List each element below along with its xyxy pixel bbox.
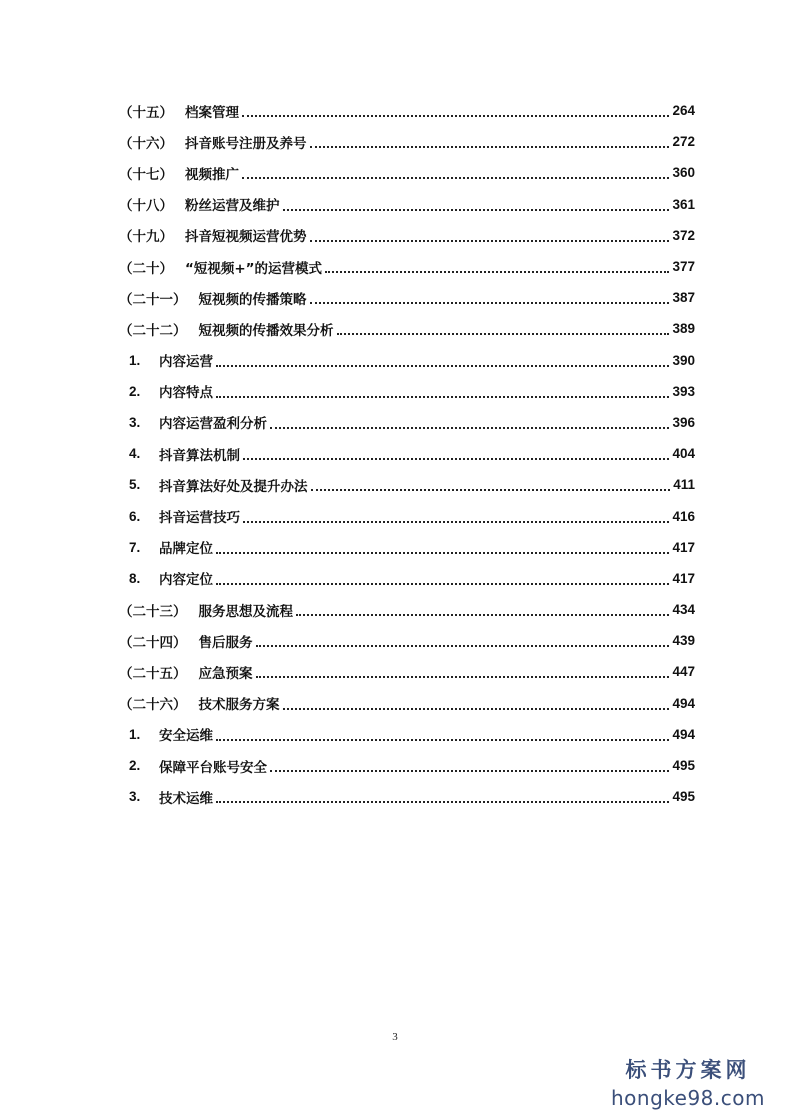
- toc-entry[interactable]: [119, 345, 695, 376]
- toc-dot-leader: [310, 145, 670, 148]
- toc-entry-title: 安全运维: [159, 728, 213, 745]
- toc-entry[interactable]: [119, 313, 695, 344]
- toc-dot-leader: [283, 707, 670, 710]
- toc-entry[interactable]: [119, 220, 695, 251]
- toc-entry-number: 1.: [129, 352, 141, 368]
- toc-entry[interactable]: [119, 719, 695, 750]
- watermark-url: hongke98.com: [611, 1086, 765, 1110]
- page-number: 3: [392, 1031, 398, 1043]
- toc-entry-number: 7.: [129, 539, 141, 555]
- toc-entry-page: 396: [672, 414, 695, 430]
- toc-entry-title: 档案管理: [185, 104, 239, 121]
- toc-entry[interactable]: [119, 438, 695, 469]
- toc-entry-title: 保障平台账号安全: [159, 759, 267, 776]
- toc-entry-page: 404: [672, 446, 695, 462]
- toc-entry-number: 2.: [129, 758, 141, 774]
- toc-entry-page: 416: [672, 508, 695, 524]
- table-of-contents: [119, 95, 695, 812]
- toc-entry-page: 361: [672, 196, 695, 212]
- toc-dot-leader: [256, 644, 670, 647]
- toc-entry[interactable]: [119, 282, 695, 313]
- toc-entry[interactable]: [119, 189, 695, 220]
- toc-entry[interactable]: [119, 625, 695, 656]
- toc-entry-page: 272: [672, 134, 695, 150]
- toc-entry-title: 品牌定位: [159, 541, 213, 558]
- toc-entry-page: 417: [672, 539, 695, 555]
- toc-entry-page: 264: [672, 103, 695, 119]
- toc-dot-leader: [216, 800, 669, 803]
- toc-entry-title: 短视频的传播效果分析: [198, 322, 334, 339]
- toc-dot-leader: [216, 364, 669, 367]
- toc-entry-page: 387: [672, 290, 695, 306]
- watermark-logo: [608, 1054, 768, 1110]
- toc-entry-number: （十五）: [119, 104, 173, 121]
- toc-entry-page: 494: [672, 695, 695, 711]
- toc-entry[interactable]: [119, 688, 695, 719]
- toc-entry-number: （十七）: [119, 166, 173, 183]
- toc-entry-title: “短视频+”的运营模式: [185, 260, 323, 277]
- toc-entry-number: （二十）: [119, 260, 173, 277]
- toc-entry-title: 视频推广: [185, 166, 239, 183]
- toc-entry-title: 内容特点: [159, 385, 213, 402]
- toc-entry-title: 抖音算法机制: [159, 447, 240, 464]
- toc-entry[interactable]: [119, 469, 695, 500]
- toc-entry-number: 5.: [129, 477, 141, 493]
- toc-entry-page: 390: [672, 352, 695, 368]
- toc-entry-number: 8.: [129, 570, 141, 586]
- toc-dot-leader: [216, 551, 669, 554]
- toc-dot-leader: [243, 457, 669, 460]
- toc-entry-title: 抖音运营技巧: [159, 510, 240, 527]
- toc-dot-leader: [310, 239, 670, 242]
- toc-entry-page: 495: [672, 789, 695, 805]
- toc-dot-leader: [256, 675, 670, 678]
- toc-entry[interactable]: [119, 563, 695, 594]
- toc-entry-number: 3.: [129, 789, 141, 805]
- toc-entry-title: 服务思想及流程: [198, 603, 293, 620]
- toc-entry-number: （二十二）: [119, 322, 187, 339]
- toc-dot-leader: [296, 613, 669, 616]
- toc-entry[interactable]: [119, 251, 695, 282]
- toc-dot-leader: [216, 395, 669, 398]
- toc-dot-leader: [283, 208, 670, 211]
- toc-entry-title: 技术运维: [159, 790, 213, 807]
- toc-entry[interactable]: [119, 95, 695, 126]
- toc-dot-leader: [216, 582, 669, 585]
- watermark-name: 标书方案网: [625, 1057, 751, 1082]
- toc-entry-page: 360: [672, 165, 695, 181]
- toc-dot-leader: [243, 520, 669, 523]
- toc-entry-title: 抖音短视频运营优势: [185, 229, 307, 246]
- toc-entry-page: 393: [672, 383, 695, 399]
- toc-entry-number: 1.: [129, 726, 141, 742]
- toc-dot-leader: [242, 114, 669, 117]
- toc-entry-page: 372: [672, 227, 695, 243]
- toc-entry-number: 4.: [129, 446, 141, 462]
- toc-entry[interactable]: [119, 407, 695, 438]
- toc-entry-page: 434: [672, 602, 695, 618]
- toc-entry-title: 应急预案: [198, 665, 253, 682]
- toc-entry[interactable]: [119, 532, 695, 563]
- toc-entry-page: 494: [672, 726, 695, 742]
- toc-entry[interactable]: [119, 157, 695, 188]
- toc-entry[interactable]: [119, 750, 695, 781]
- toc-entry-title: 粉丝运营及维护: [185, 198, 280, 215]
- toc-entry[interactable]: [119, 781, 695, 812]
- toc-entry-number: （二十五）: [119, 665, 187, 682]
- toc-dot-leader: [310, 301, 670, 304]
- toc-entry-page: 447: [672, 664, 695, 680]
- toc-entry-number: （二十四）: [119, 634, 187, 651]
- toc-entry-title: 售后服务: [198, 634, 253, 651]
- toc-entry-number: （二十三）: [119, 603, 187, 620]
- toc-entry-title: 内容运营盈利分析: [159, 416, 267, 433]
- toc-entry-title: 抖音账号注册及养号: [185, 135, 307, 152]
- toc-entry-title: 内容定位: [159, 572, 213, 589]
- toc-entry-page: 377: [672, 259, 695, 275]
- toc-dot-leader: [311, 488, 671, 491]
- toc-entry-number: （二十一）: [119, 291, 187, 308]
- toc-entry-number: （十八）: [119, 198, 173, 215]
- toc-entry-page: 389: [672, 321, 695, 337]
- toc-entry-title: 技术服务方案: [198, 697, 280, 714]
- toc-dot-leader: [270, 769, 669, 772]
- toc-entry-number: （十九）: [119, 229, 173, 246]
- toc-entry-page: 411: [673, 477, 695, 493]
- toc-dot-leader: [242, 176, 669, 179]
- toc-entry-page: 495: [672, 758, 695, 774]
- toc-entry[interactable]: [119, 500, 695, 531]
- toc-entry-number: （十六）: [119, 135, 173, 152]
- toc-entry-number: 2.: [129, 383, 141, 399]
- toc-dot-leader: [216, 738, 669, 741]
- toc-entry-number: 6.: [129, 508, 141, 524]
- toc-entry[interactable]: [119, 376, 695, 407]
- toc-dot-leader: [325, 270, 669, 273]
- toc-entry-number: 3.: [129, 414, 141, 430]
- toc-entry-title: 短视频的传播策略: [198, 291, 307, 308]
- toc-entry[interactable]: [119, 126, 695, 157]
- toc-entry[interactable]: [119, 656, 695, 687]
- toc-entry-page: 417: [672, 570, 695, 586]
- toc-entry-title: 抖音算法好处及提升办法: [159, 478, 308, 495]
- toc-dot-leader: [270, 426, 669, 429]
- toc-dot-leader: [337, 332, 670, 335]
- toc-entry[interactable]: [119, 594, 695, 625]
- toc-entry-title: 内容运营: [159, 354, 213, 371]
- toc-entry-page: 439: [672, 633, 695, 649]
- toc-entry-number: （二十六）: [119, 697, 187, 714]
